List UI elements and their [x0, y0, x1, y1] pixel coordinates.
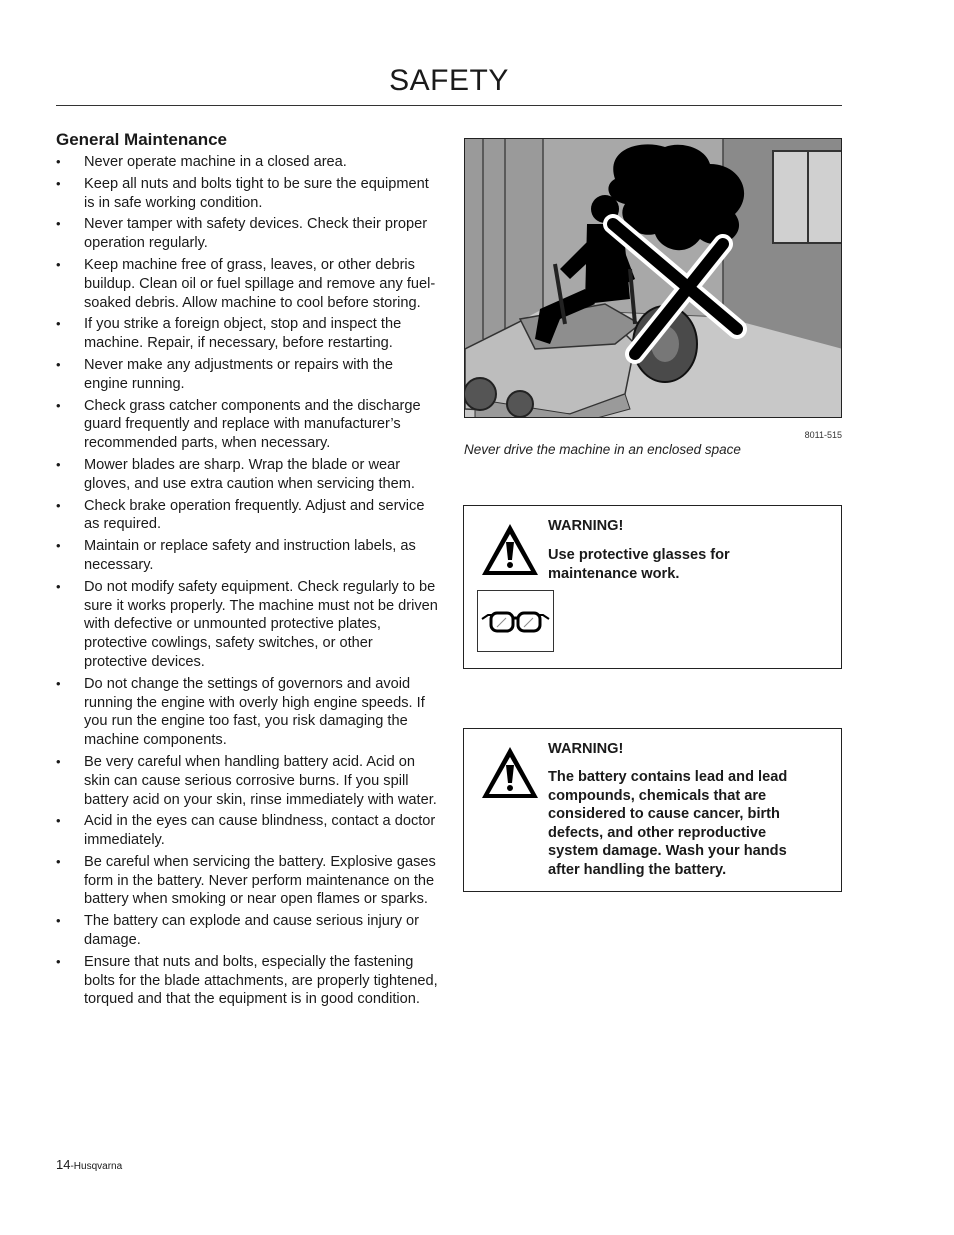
bullet-item: • If you strike a foreign object, stop and inspect the machine. Repair, if necessary, before restarting. — [56, 315, 438, 353]
bullet-item: • Ensure that nuts and bolts, especially the fastening bolts for the blade attachments, are properly tightened, torqued and that the equipment is in good condition. — [56, 953, 438, 1009]
warning-title: WARNING! — [548, 741, 624, 757]
bullet-item: • Be very careful when handling battery acid. Acid on skin can cause serious corrosive burns. If you spill battery acid on your skin, rinse immediately with water. — [56, 753, 438, 809]
warning-box-glasses — [463, 505, 842, 669]
warning-text: Use protective glasses for maintenance work. — [548, 547, 730, 582]
bullet-item: • Acid in the eyes can cause blindness, contact a doctor immediately. — [56, 812, 438, 850]
warning-title: WARNING! — [548, 518, 624, 534]
bullet-item: • Do not change the settings of governors and avoid running the engine with overly high engine speeds. If you run the engine too fast, you risk damaging the machine components. — [56, 675, 438, 750]
bullet-item: • Check grass catcher components and the discharge guard frequently and replace with manufacturer’s recommended parts, when necessary. — [56, 397, 438, 453]
warning-triangle-icon — [480, 522, 540, 577]
figure-code: 8011-515 — [804, 430, 842, 440]
footer-brand: -Husqvarna — [70, 1161, 123, 1172]
warning-text: The battery contains lead and lead compounds, chemicals that are considered to cause cancer, birth defects, and other reproductive system damage. Wash your hands after handling the battery. — [548, 769, 788, 878]
figure-caption: Never drive the machine in an enclosed space — [464, 442, 741, 457]
warning-triangle-icon — [480, 745, 540, 800]
bullet-item: • Keep all nuts and bolts tight to be sure the equipment is in safe working condition. — [56, 175, 438, 213]
warning-box-battery — [463, 728, 842, 892]
protective-glasses-icon — [477, 590, 554, 652]
bullet-item: • Never make any adjustments or repairs with the engine running. — [56, 356, 438, 394]
bullet-item: • Keep machine free of grass, leaves, or other debris buildup. Clean oil or fuel spillage and remove any fuel-soaked debris. Allow machine to cool before storing. — [56, 256, 438, 312]
title-divider — [56, 105, 842, 106]
bullet-item: • Never tamper with safety devices. Check their proper operation regularly. — [56, 215, 438, 253]
page-footer — [56, 1157, 122, 1172]
bullet-item: • Never operate machine in a closed area. — [56, 153, 438, 172]
page-number: 14 — [56, 1157, 71, 1172]
bullet-item: • The battery can explode and cause serious injury or damage. — [56, 912, 438, 950]
bullet-item: • Check brake operation frequently. Adjust and service as required. — [56, 497, 438, 535]
page-title: SAFETY — [389, 64, 509, 97]
bullet-item: • Maintain or replace safety and instruction labels, as necessary. — [56, 537, 438, 575]
section-heading: General Maintenance — [56, 130, 228, 149]
enclosed-space-illustration — [464, 138, 842, 418]
maintenance-bullet-list — [56, 153, 438, 1012]
bullet-item: • Be careful when servicing the battery. Explosive gases form in the battery. Never perform maintenance on the battery when smoking or near open flames or sparks. — [56, 853, 438, 909]
bullet-item: • Mower blades are sharp. Wrap the blade or wear gloves, and use extra caution when servicing them. — [56, 456, 438, 494]
bullet-item: • Do not modify safety equipment. Check regularly to be sure it works properly. The machine must not be driven with defective or unmounted protective plates, protective cowlings, safety switches, or other protective devices. — [56, 578, 438, 672]
